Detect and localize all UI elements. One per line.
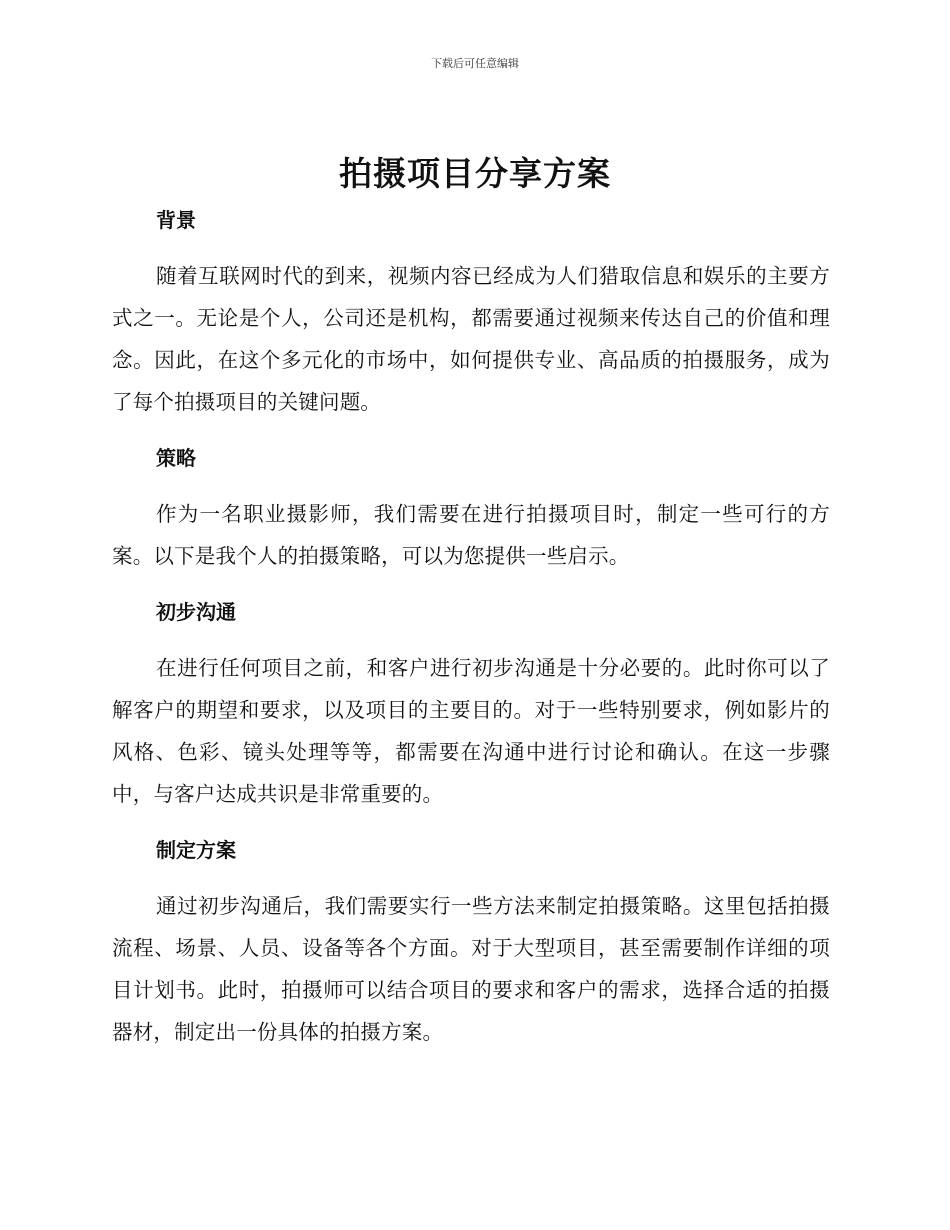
section-heading: 初步沟通 [156,600,236,624]
section-strategy [112,443,830,577]
section-heading: 制定方案 [156,838,236,862]
section-paragraph: 随着互联网时代的到来，视频内容已经成为人们猎取信息和娱乐的主要方式之一。无论是个人，公司还是机构，都需要通过视频来传达自己的价值和理念。因此，在这个多元化的市场中，如何提供专业、高品质的拍摄服务，成为了每个拍摄项目的关键问题。 [112,264,830,414]
document-title: 拍摄项目分享方案 [339,154,611,193]
section-initial-communication [112,597,830,815]
page-header-note: 下载后可任意编辑 [431,57,519,70]
section-heading: 背景 [156,208,196,232]
section-background [112,205,830,423]
section-paragraph: 在进行任何项目之前，和客户进行初步沟通是十分必要的。此时你可以了解客户的期望和要求，以及项目的主要目的。对于一些特别要求，例如影片的风格、色彩、镜头处理等等，都需要在沟通中进行讨论和确认。在这一步骤中，与客户达成共识是非常重要的。 [112,656,830,806]
section-paragraph: 作为一名职业摄影师，我们需要在进行拍摄项目时，制定一些可行的方案。以下是我个人的拍摄策略，可以为您提供一些启示。 [112,502,830,568]
section-plan [112,835,830,1053]
section-heading: 策略 [156,446,196,470]
document-body [112,200,830,1053]
section-paragraph: 通过初步沟通后，我们需要实行一些方法来制定拍摄策略。这里包括拍摄流程、场景、人员、设备等各个方面。对于大型项目，甚至需要制作详细的项目计划书。此时，拍摄师可以结合项目的要求和客户的需求，选择合适的拍摄器材，制定出一份具体的拍摄方案。 [112,894,830,1044]
